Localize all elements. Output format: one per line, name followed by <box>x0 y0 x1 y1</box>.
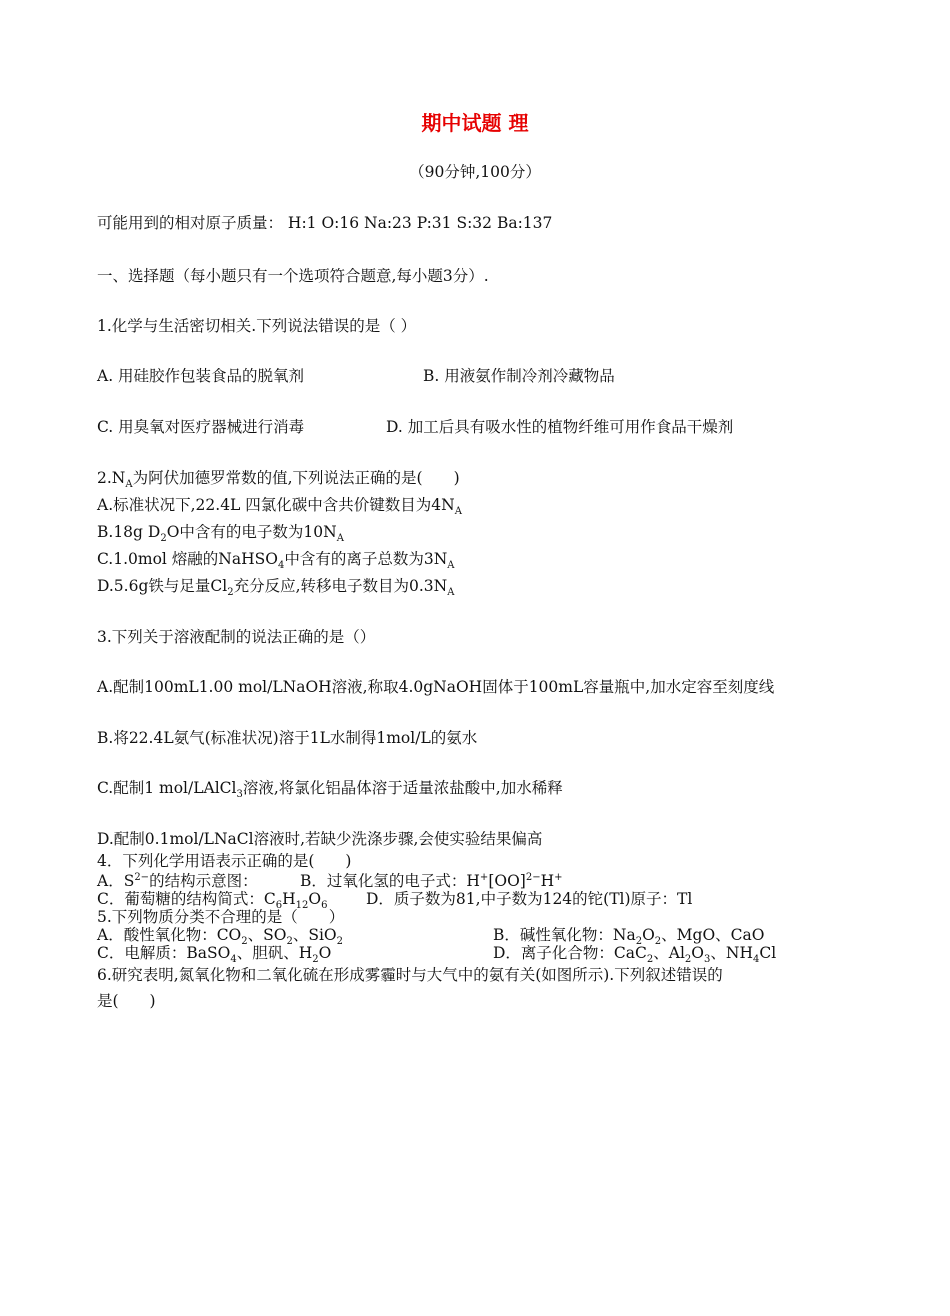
q1-stem: 1.化学与生活密切相关.下列说法错误的是（ ） <box>97 317 417 335</box>
q5-stem: 5.下列物质分类不合理的是（ ） <box>97 908 345 926</box>
exam-duration-score: （90分钟,100分） <box>409 163 541 181</box>
q2-option-d: D.5.6g铁与足量$Cl_2$充分反应,转移电子数目为$0.3N_A$ <box>97 577 455 599</box>
q4-option-a: A．$S^{2-}$的结构示意图： <box>97 871 258 890</box>
atomic-masses: 可能用到的相对原子质量： H:1 O:16 Na:23 P:31 S:32 Ba:137 <box>97 214 553 232</box>
q4-option-d: D．质子数为81,中子数为124的铊(Tl)原子：Tl <box>366 890 693 908</box>
q4-option-b: B．过氧化氢的电子式：H+[OO]$^{2-}$H+ <box>300 871 563 890</box>
q2-option-a: A.标准状况下,22.4L 四氯化碳中含共价键数目为$4N_A$ <box>97 496 462 518</box>
q6-stem-line2: 是( ) <box>97 992 156 1010</box>
q6-stem-line1: 6.研究表明,氮氧化物和二氧化硫在形成雾霾时与大气中的氨有关(如图所示).下列叙述错误的 <box>97 966 723 984</box>
q5-option-a: A．酸性氧化物：$CO_2$、$SO_2$、SiO$_2$ <box>97 926 344 948</box>
q2-option-b: B.18g $D_2O$中含有的电子数为$10N_A$ <box>97 523 344 545</box>
q2-option-c: C.1.0mol 熔融的NaHSO$_4$中含有的离子总数为$3N_A$ <box>97 550 455 572</box>
exam-title: 期中试题 理 <box>421 111 529 135</box>
q3-option-d: D.配制0.1mol/LNaCl溶液时,若缺少洗涤步骤,会使实验结果偏高 <box>97 830 543 848</box>
q5-option-c: C．电解质：BaSO$_4$、胆矾、$H_2O$ <box>97 944 332 966</box>
q4-stem: 4．下列化学用语表示正确的是( ) <box>97 852 352 870</box>
q1-option-b: B. 用液氨作制冷剂冷藏物品 <box>423 367 615 385</box>
q3-option-a: A.配制100mL1.00 mol/LNaOH溶液,称取4.0gNaOH固体于100mL容量瓶中,加水定容至刻度线 <box>97 678 775 696</box>
q1-option-d: D. 加工后具有吸水性的植物纤维可用作食品干燥剂 <box>386 418 734 436</box>
q1-option-c: C. 用臭氧对医疗器械进行消毒 <box>97 418 305 436</box>
q5-option-b: B．碱性氧化物：$Na_2O_2$、MgO、CaO <box>493 926 765 948</box>
q3-stem: 3.下列关于溶液配制的说法正确的是（） <box>97 628 376 646</box>
q5-option-d: D．离子化合物：CaC$_2$、$Al_2O_3$、$NH_4Cl$ <box>493 944 777 966</box>
section-heading-choice: 一、选择题（每小题只有一个选项符合题意,每小题3分）. <box>97 267 489 285</box>
q4-option-c: C．葡萄糖的结构简式：$C_6H_{12}O_6$ <box>97 890 328 912</box>
q2-stem: $2.N_A$为阿伏加德罗常数的值,下列说法正确的是( ) <box>97 469 460 491</box>
q3-option-c: C.配制1 mol/LAlCl$_3$溶液,将氯化铝晶体溶于适量浓盐酸中,加水稀释 <box>97 779 563 801</box>
q1-option-a: A. 用硅胶作包装食品的脱氧剂 <box>97 367 305 385</box>
q3-option-b: B.将22.4L氨气(标准状况)溶于1L水制得1mol/L的氨水 <box>97 729 478 747</box>
